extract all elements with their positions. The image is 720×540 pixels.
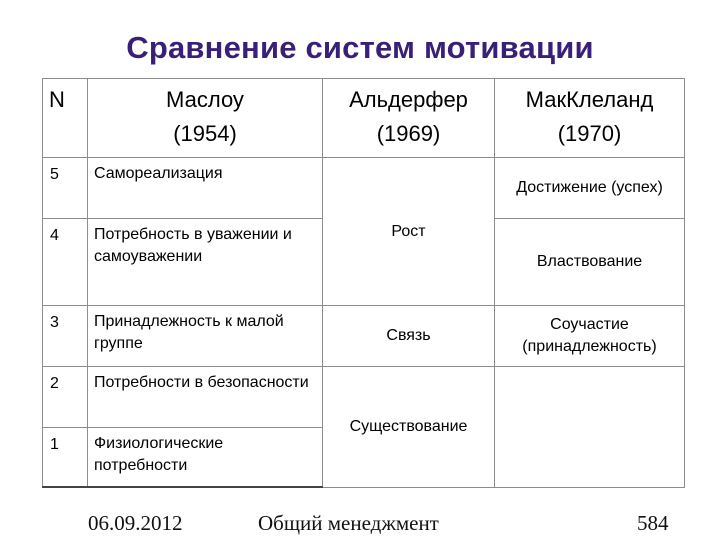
header-mcclelland-name: МакКлеланд [525,87,654,112]
table-row [43,306,685,367]
maslow-need: Потребность в уважении и самоуважении [94,226,292,265]
alderfer-relatedness: Связь [386,327,431,344]
header-alderfer [323,79,495,158]
header-mcclelland [495,79,685,158]
alderfer-existence: Существование [349,417,468,435]
level-number-text: 5 [50,166,59,183]
maslow-cell [88,428,323,488]
level-number-text: 2 [50,375,59,392]
maslow-cell [88,219,323,306]
mcclelland-achievement: Достижение (успех) [516,179,663,196]
maslow-need: Принадлежность к малой группе [94,313,284,352]
maslow-need: Потребности в безопасности [94,374,309,391]
alderfer-relatedness-cell [323,306,495,367]
mcclelland-affiliation-cell [495,306,685,367]
level-number [43,428,88,488]
comparison-table [42,78,685,488]
table-header-row [43,79,685,158]
header-maslow-name: Маслоу [166,87,244,112]
mcclelland-power-cell [495,219,685,306]
mcclelland-achievement-cell [495,158,685,219]
maslow-cell [88,367,323,428]
level-number-text: 3 [50,314,59,331]
header-alderfer-year: (1969) [376,121,441,146]
level-number [43,367,88,428]
footer-course: Общий менеджмент [258,511,439,535]
maslow-need: Физиологические потребности [94,435,224,474]
alderfer-growth-cell [323,158,495,306]
header-mcclelland-year: (1970) [557,121,622,146]
maslow-need: Самореализация [94,165,223,182]
table-row [43,158,685,219]
level-number [43,219,88,306]
footer-date: 06.09.2012 [88,511,183,535]
maslow-cell [88,158,323,219]
footer-page-number: 584 [637,511,669,535]
level-number-text: 1 [50,436,59,453]
slide-title: Сравнение систем мотивации [126,30,594,65]
alderfer-existence-cell [323,367,495,488]
header-n-label: N [49,87,65,112]
mcclelland-affiliation: Соучастие (принадлежность) [522,316,657,355]
level-number-text: 4 [50,227,59,244]
table-row [43,367,685,428]
alderfer-growth: Рост [391,222,426,240]
header-alderfer-name: Альдерфер [349,87,468,112]
mcclelland-power: Властвование [536,253,643,270]
level-number [43,158,88,219]
header-n [43,79,88,158]
mcclelland-empty-cell [495,367,685,488]
header-maslow [88,79,323,158]
maslow-cell [88,306,323,367]
header-maslow-year: (1954) [173,121,237,146]
level-number [43,306,88,367]
